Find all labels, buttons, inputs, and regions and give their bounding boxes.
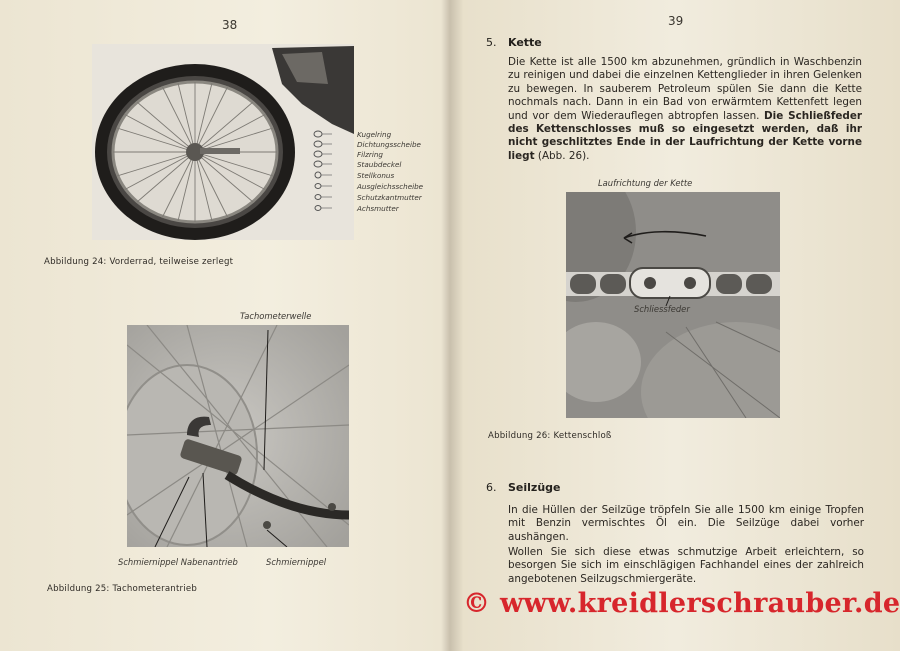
figure-26-label-bottom: Schliessfeder [634, 304, 690, 314]
figure-25-caption: Abbildung 25: Tachometerantrieb [47, 584, 197, 594]
part-label-8: Achsmutter [357, 204, 399, 213]
figure-24-photo [92, 44, 354, 240]
figure-25-label-bottom-left: Schmiernippel Nabenantrieb [118, 557, 238, 567]
section-5-title: Kette [508, 36, 542, 49]
speedometer-drive-illustration [127, 325, 349, 547]
section-5-text-plain: Die Kette ist alle 1500 km abzunehmen, gründlich in Waschbenzin zu reinigen und dabei die einzelnen Kettenglieder in ihren Gelenken zu bewegen. In sauberem Petroleum spülen Sie dann die Kette nochmals nach. Dann in ein Bad von erwärmtem Kettenfett legen und vor dem Wiederauflegen abtropfen lassen. [508, 56, 862, 122]
figure-25-label-top: Tachometerwelle [240, 311, 312, 321]
figure-24-caption: Abbildung 24: Vorderrad, teilweise zerlegt [44, 257, 234, 267]
right-page [458, 0, 900, 651]
figure-26-caption: Abbildung 26: Kettenschloß [488, 431, 612, 441]
part-label-1: Kugelring [357, 130, 392, 139]
part-label-4: Staubdeckel [357, 160, 402, 169]
section-6-paragraph-2: Wollen Sie sich diese etwas schmutzige Arbeit erleichtern, so besorgen Sie sich im einschlägigen Fachhandel eines der zahlreich angebotenen Seilzugschmiergeräte. [508, 546, 864, 585]
section-6-paragraph-1: In die Hüllen der Seilzüge tröpfeln Sie alle 1500 km einige Tropfen mit Benzin vermischtes Öl ein. Die Seilzüge dabei vorher aushängen. [508, 504, 864, 543]
watermark: © www.kreidlerschrauber.de [463, 588, 900, 619]
section-5-text-ref: (Abb. 26). [537, 149, 590, 162]
page-number-right: 39 [668, 14, 684, 28]
part-label-7: Schutzkantmutter [357, 193, 422, 202]
section-5-heading [486, 36, 542, 49]
part-label-2: Dichtungsscheibe [357, 140, 421, 149]
section-5-text-bold: Die Schließfeder des Kettenschlosses muß so eingesetzt werden, daß ihr nicht geschlitztes Ende in der Laufrichtung der Kette vorne liegt [508, 109, 863, 162]
figure-25-photo [127, 325, 349, 547]
section-5-text [508, 56, 862, 163]
figure-26-label-top: Laufrichtung der Kette [598, 178, 693, 188]
figure-25-label-bottom-right: Schmiernippel [266, 557, 327, 567]
section-6-heading [486, 481, 561, 494]
section-6-number: 6. [486, 481, 497, 494]
section-6-title: Seilzüge [508, 481, 561, 494]
part-label-3: Filzring [357, 150, 383, 159]
part-label-6: Ausgleichsscheibe [357, 182, 424, 191]
section-5-number: 5. [486, 36, 497, 49]
page-number-left: 38 [222, 18, 238, 32]
part-label-5: Stellkonus [357, 171, 395, 180]
wheel-illustration [92, 44, 354, 240]
